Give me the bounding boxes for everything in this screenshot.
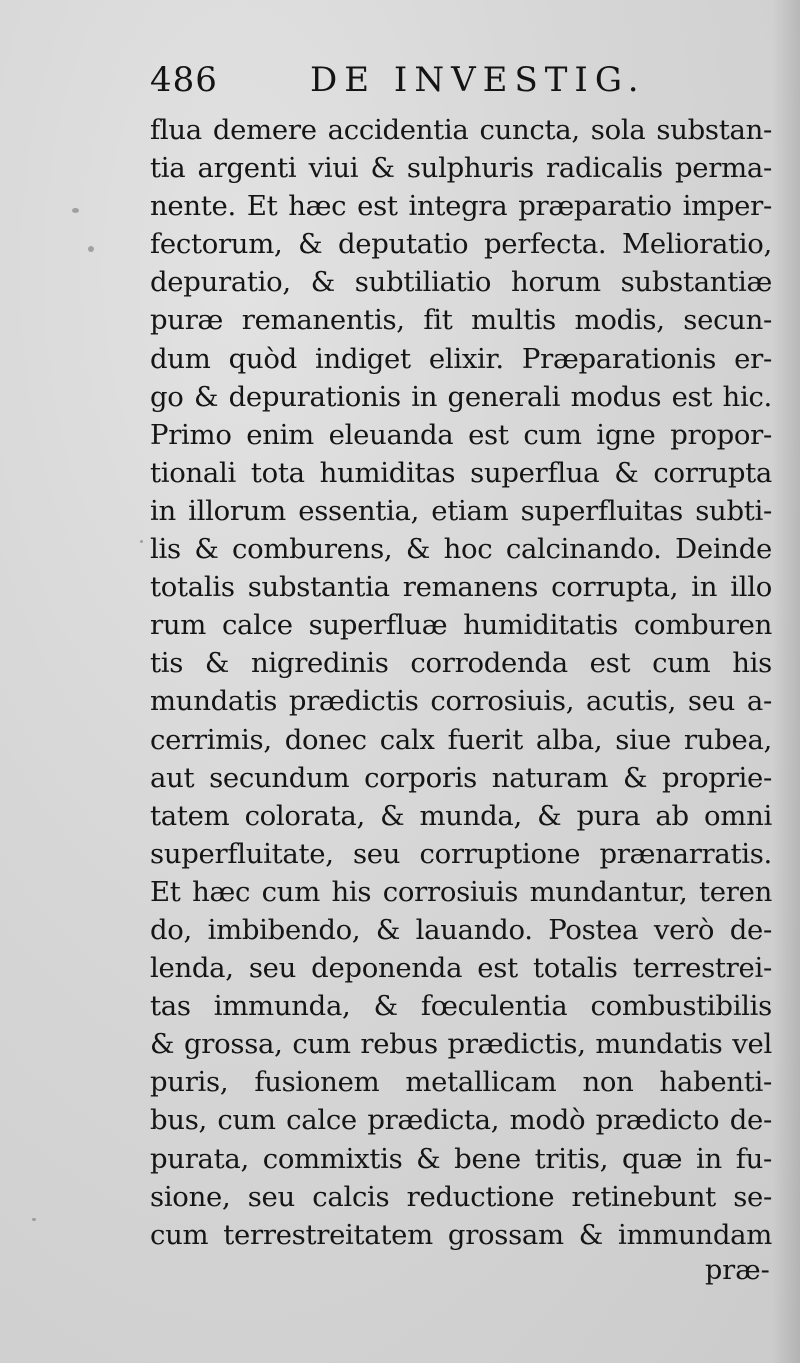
text-line: sione, seu calcis reductione retinebunt se- [150,1180,772,1213]
text-line: totalis substantia remanens corrupta, in illo [150,571,772,604]
text-line: tas immunda, & fœculentia combustibilis [150,990,772,1023]
text-line: depuratio, & subtiliatio horum substantiæ [150,266,772,299]
text-line: purata, commixtis & bene tritis, quæ in fu- [150,1142,772,1175]
text-line: tionali tota humiditas superflua & corrupta [150,456,772,489]
catchword: præ- [705,1255,770,1286]
text-line: puris, fusionem metallicam non habenti- [150,1066,772,1099]
text-line: & grossa, cum rebus prædictis, mundatis vel [150,1028,772,1061]
page-header [150,60,780,110]
text-line: fectorum, & deputatio perfecta. Melioratio, [150,228,772,261]
text-line: aut secundum corporis naturam & proprie- [150,761,772,794]
text-line: do, imbibendo, & lauando. Postea verò de- [150,913,772,946]
paper-speck [88,246,94,252]
text-line: nente. Et hæc est integra præparatio imper- [150,190,772,223]
text-line: tatem colorata, & munda, & pura ab omni [150,799,772,832]
paper-speck [32,1218,36,1221]
text-line: superfluitate, seu corruptione prænarratis. [150,837,772,870]
paper-speck [72,208,79,213]
page-number: 486 [150,60,218,100]
text-line: cum terrestreitatem grossam & immundam [150,1218,772,1251]
text-line: cerrimis, donec calx fuerit alba, siue rubea, [150,723,772,756]
text-line: bus, cum calce prædicta, modò prædicto de- [150,1104,772,1137]
paper-speck [140,540,143,543]
text-line: dum quòd indiget elixir. Præparationis er- [150,342,772,375]
text-line: mundatis prædictis corrosiuis, acutis, seu a- [150,685,772,718]
text-line: puræ remanentis, fit multis modis, secun- [150,304,772,337]
text-line: tia argenti viui & sulphuris radicalis perma- [150,152,772,185]
text-line: Et hæc cum his corrosiuis mundantur, teren [150,875,772,908]
text-line: tis & nigredinis corrodenda est cum his [150,647,772,680]
text-line: go & depurationis in generali modus est hic. [150,380,772,413]
running-head: DE INVESTIG. [310,60,646,100]
text-line: flua demere accidentia cuncta, sola substan- [150,114,772,146]
body-text [150,111,772,1254]
text-line: lenda, seu deponenda est totalis terrestrei- [150,952,772,985]
page-gutter-shadow [772,0,800,1363]
text-line: in illorum essentia, etiam superfluitas subti- [150,494,772,527]
text-line: Primo enim eleuanda est cum igne propor- [150,418,772,451]
text-line: lis & comburens, & hoc calcinando. Deinde [150,533,772,566]
text-line: rum calce superfluæ humiditatis comburen [150,609,772,642]
